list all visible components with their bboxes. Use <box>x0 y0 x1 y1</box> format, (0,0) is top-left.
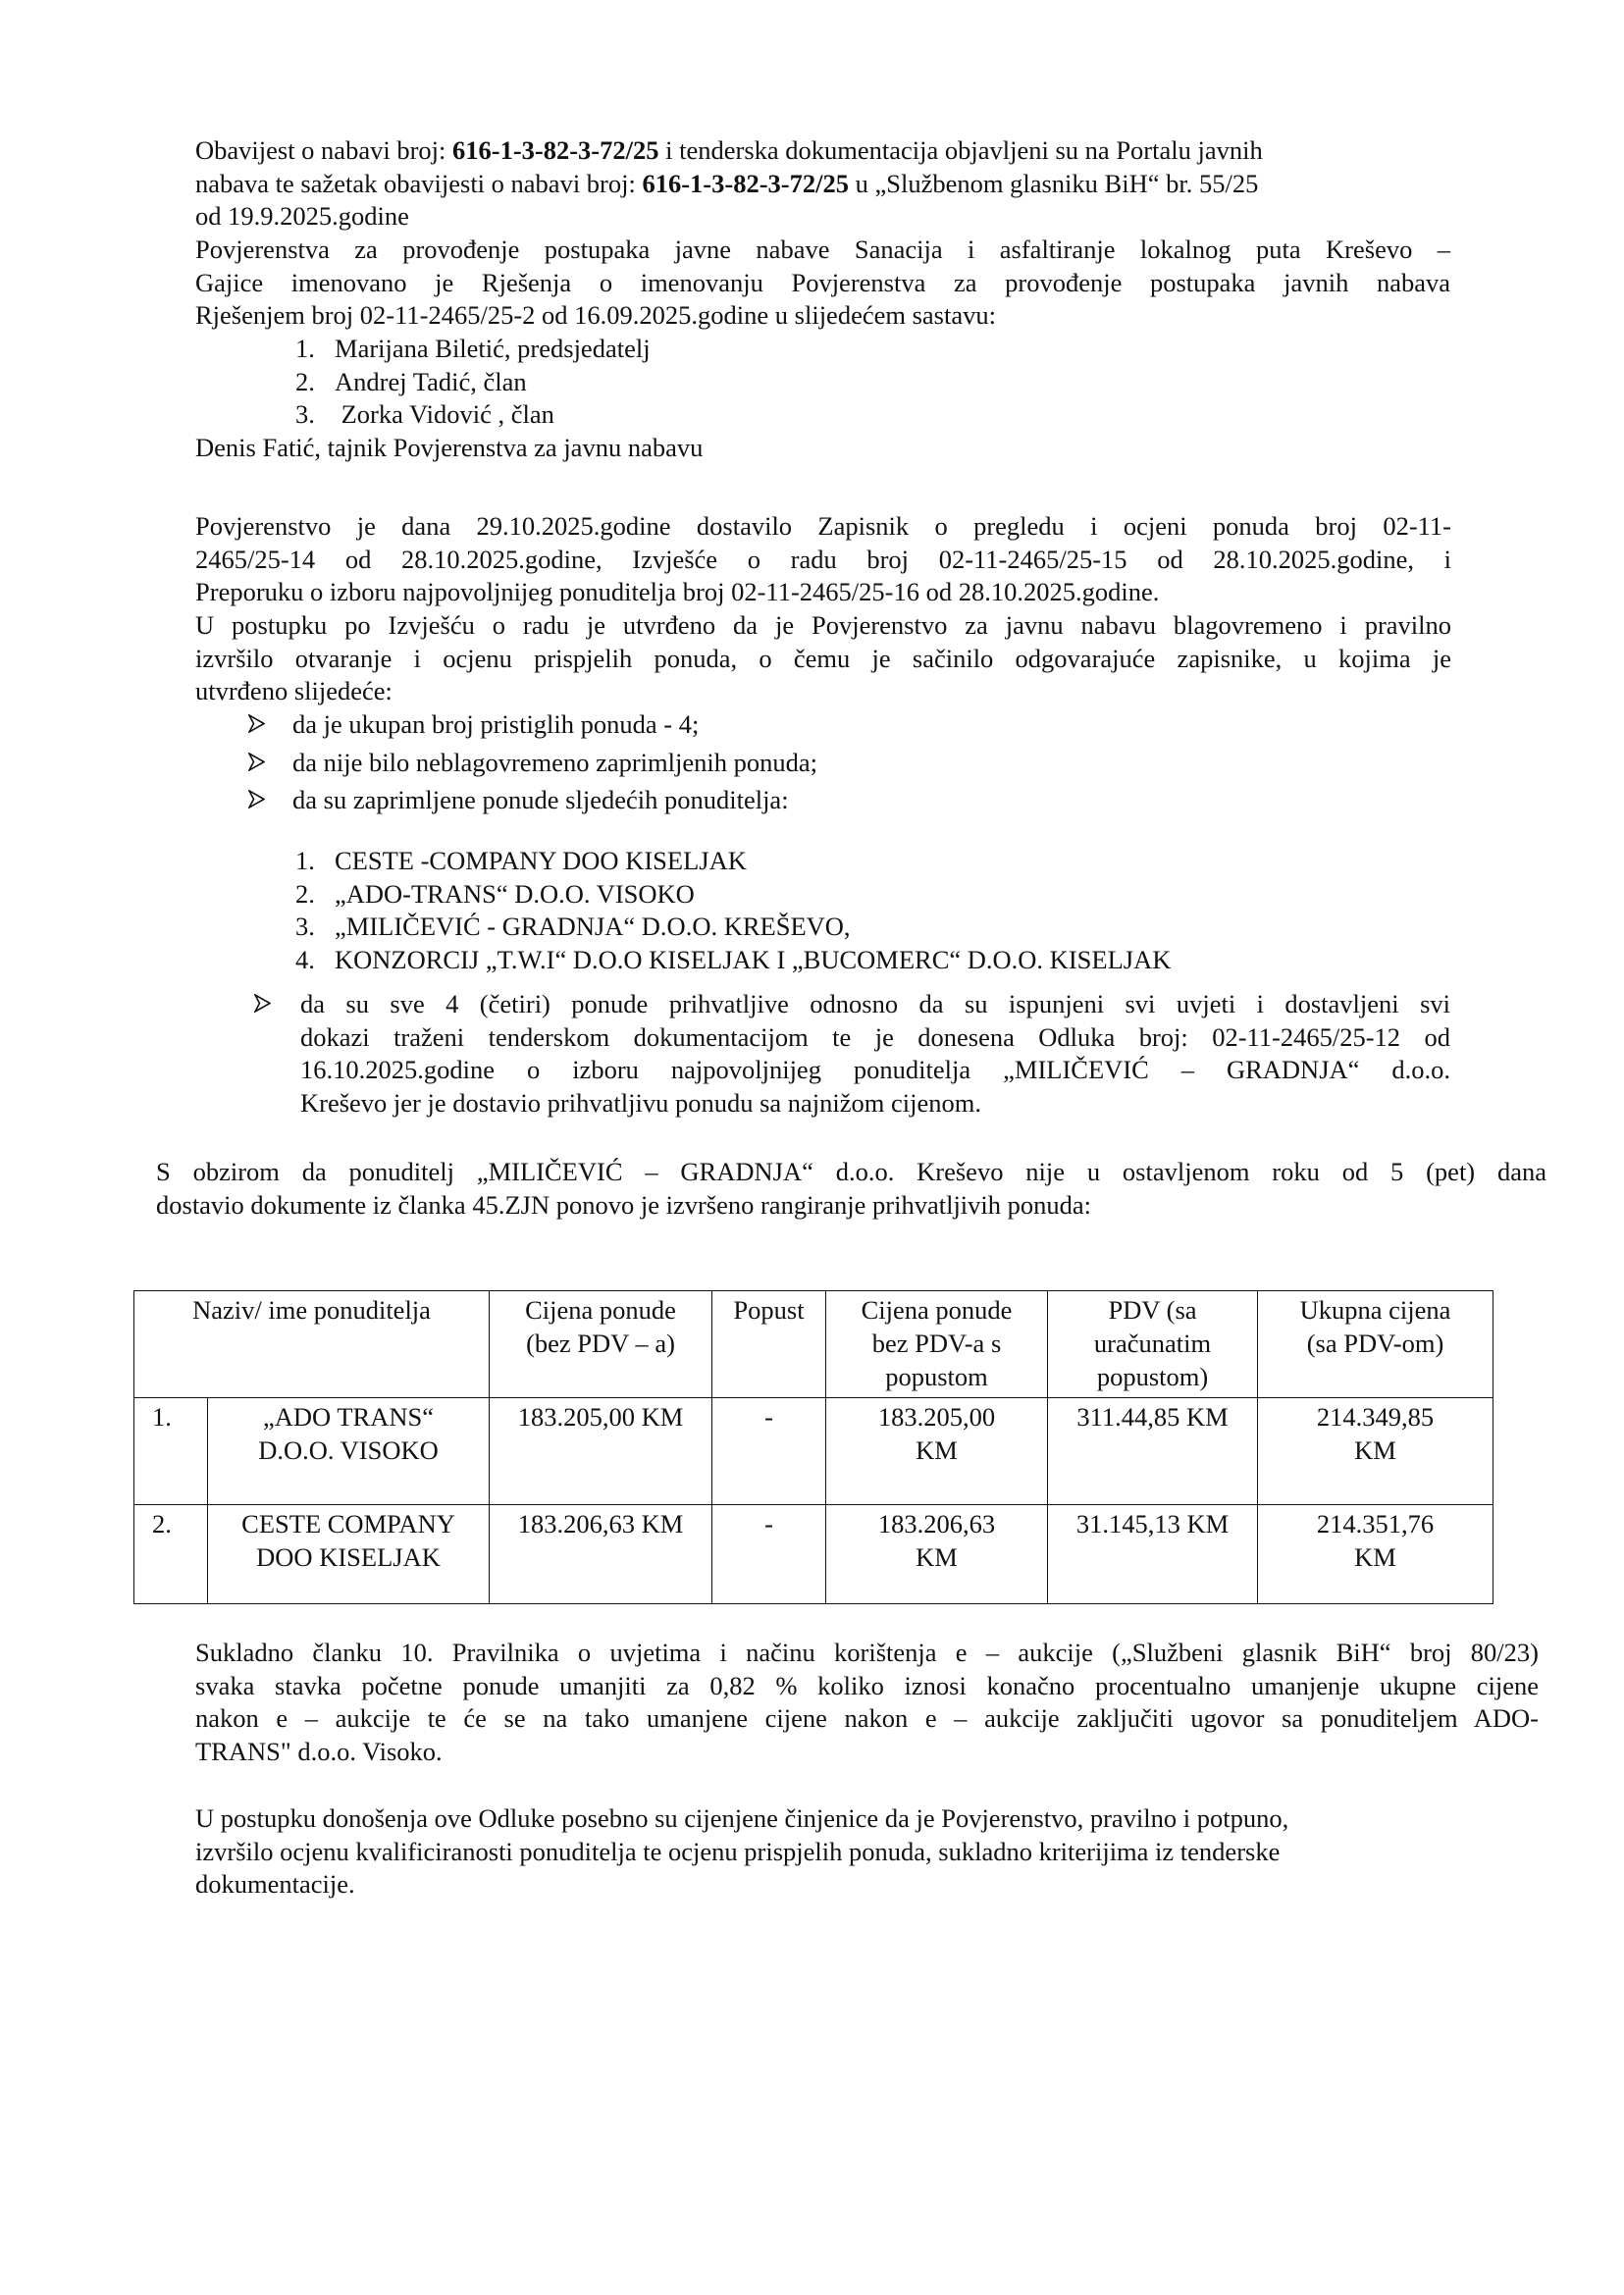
row-number: 2. <box>134 1505 208 1604</box>
arrow-bullet-icon <box>254 994 271 1013</box>
commission-paragraph <box>195 234 1450 333</box>
finding-4-line-2: dokazi traženi tenderskom dokumentacijom te je donesena Odluka broj: 02-11-2465/25-12 od <box>300 1021 1450 1052</box>
header-vat: PDV (sa uračunatim popustom) <box>1048 1291 1258 1398</box>
list-item: 1. Marijana Biletić, predsjedatelj <box>295 334 651 363</box>
list-item: 3. Zorka Vidović , član <box>295 399 554 429</box>
report-line-3: utvrđeno slijedeće: <box>195 676 393 705</box>
arrow-bullet-icon <box>248 753 265 771</box>
list-item: 1. CESTE -COMPANY DOO KISELJAK <box>295 846 747 875</box>
list-item: da je ukupan broj pristiglih ponuda - 4; <box>292 708 817 742</box>
list-item: da nije bilo neblagovremeno zaprimljenih ponuda; <box>292 747 817 780</box>
vat-value: 31.145,13 KM <box>1048 1505 1258 1604</box>
secretary-line: Denis Fatić, tajnik Povjerenstva za javnu nabavu <box>195 433 704 462</box>
notice-number: 616-1-3-82-3-72/25 <box>452 135 659 165</box>
summary-notice-number: 616-1-3-82-3-72/25 <box>642 168 849 198</box>
reranking-paragraph <box>156 1156 1546 1222</box>
notice-line-3: od 19.9.2025.godine <box>195 201 409 231</box>
ranking-table <box>133 1290 1493 1604</box>
reranking-line-1: S obzirom da ponuditelj „MILIČEVIĆ – GRADNJA“ d.o.o. Kreševo nije u ostavljenom roku od 5 (pet) dana <box>156 1157 1546 1186</box>
total-price: 214.351,76 KM <box>1258 1505 1493 1604</box>
notice-line-2: nabava te sažetak obavijesti o nabavi broj: 616-1-3-82-3-72/25 u „Službenom glasniku BiH“ br. 55/25 <box>195 168 1259 198</box>
finding-4-line-4: Kreševo jer je dostavio prihvatljivu ponudu sa najnižom cijenom. <box>300 1087 981 1118</box>
header-discounted-price: Cijena ponude bez PDV-a s popustom <box>826 1291 1048 1398</box>
notice-line-1: Obavijest o nabavi broj: 616-1-3-82-3-72/25 i tenderska dokumentacija objavljeni su na Portalu javnih <box>195 135 1263 165</box>
list-item: 2. Andrej Tadić, član <box>295 366 527 396</box>
notice-paragraph <box>195 134 1451 234</box>
finding-4-line-1: da su sve 4 (četiri) ponude prihvatljive odnosno da su ispunjeni svi uvjeti i dostavljeni svi <box>300 989 1450 1018</box>
bidder-name: CESTE COMPANY DOO KISELJAK <box>208 1505 490 1604</box>
conclusion-line-2: izvršilo ocjenu kvalificiranosti ponuditelja te ocjenu prispjelih ponuda, sukladno kriterijima iz tenderske <box>195 1836 1281 1866</box>
arrow-bullet-icon <box>248 790 265 808</box>
commission-line-1: Povjerenstva za provođenje postupaka javne nabave Sanacija i asfaltiranje lokalnog puta Kreševo – <box>195 235 1450 264</box>
finding-4-line-3: 16.10.2025.godine o izboru najpovoljnijeg ponuditelja „MILIČEVIĆ – GRADNJA“ d.o.o. <box>300 1055 1450 1084</box>
commission-line-3: Rješenjem broj 02-11-2465/25-2 od 16.09.2025.godine u slijedećem sastavu: <box>195 300 996 330</box>
eauction-line-1: Sukladno članku 10. Pravilnika o uvjetima i načinu korištenja e – aukcije („Službeni glasnik BiH“ broj 80/23) <box>195 1638 1539 1667</box>
row-number: 1. <box>134 1398 208 1505</box>
bid-price: 183.205,00 KM <box>490 1398 712 1505</box>
reranking-line-2: dostavio dokumente iz članka 45.ZJN ponovo je izvršeno rangiranje prihvatljivih ponuda: <box>156 1189 1092 1220</box>
table-row <box>134 1505 1493 1604</box>
conclusion-line-3: dokumentacije. <box>195 1869 355 1899</box>
total-price: 214.349,85 KM <box>1258 1398 1493 1505</box>
findings-list <box>292 708 817 817</box>
delivery-line-2: 2465/25-14 od 28.10.2025.godine, Izvješće o radu broj 02-11-2465/25-15 od 28.10.2025.godine, i <box>195 544 1451 574</box>
table-row <box>134 1398 1493 1505</box>
header-discount: Popust <box>712 1291 826 1398</box>
delivery-line-3: Preporuku o izboru najpovoljnijeg ponuditelja broj 02-11-2465/25-16 od 28.10.2025.godine. <box>195 577 1160 606</box>
report-paragraph <box>195 609 1451 708</box>
vat-value: 311.44,85 KM <box>1048 1398 1258 1505</box>
discount-value: - <box>712 1398 826 1505</box>
list-item: 3. „MILIČEVIĆ - GRADNJA“ D.O.O. KREŠEVO, <box>295 912 851 941</box>
list-item: 2. „ADO-TRANS“ D.O.O. VISOKO <box>295 878 695 909</box>
discounted-price: 183.205,00 KM <box>826 1398 1048 1505</box>
table-header-row <box>134 1291 1493 1398</box>
delivery-line-1: Povjerenstvo je dana 29.10.2025.godine dostavilo Zapisnik o pregledu i ocjeni ponuda broj 02-11- <box>195 511 1451 541</box>
finding-4-paragraph <box>300 988 1450 1120</box>
bidders-list <box>295 845 1171 976</box>
delivery-paragraph <box>195 510 1451 609</box>
arrow-bullet-icon <box>248 714 265 733</box>
eauction-paragraph <box>195 1637 1539 1768</box>
commission-line-2: Gajice imenovano je Rješenja o imenovanju Povjerenstva za provođenje postupaka javnih nabava <box>195 267 1450 297</box>
discounted-price: 183.206,63 KM <box>826 1505 1048 1604</box>
discount-value: - <box>712 1505 826 1604</box>
list-item: da su zaprimljene ponude sljedećih ponuditelja: <box>292 784 817 817</box>
report-line-1: U postupku po Izvješću o radu je utvrđeno da je Povjerenstvo za javnu nabavu blagovremeno i pravilno <box>195 610 1451 640</box>
conclusion-line-1: U postupku donošenja ove Odluke posebno su cijenjene činjenice da je Povjerenstvo, pravilno i potpuno, <box>195 1803 1289 1833</box>
bidder-name: „ADO TRANS“ D.O.O. VISOKO <box>208 1398 490 1505</box>
header-price: Cijena ponude (bez PDV – a) <box>490 1291 712 1398</box>
header-bidder-name: Naziv/ ime ponuditelja <box>134 1291 490 1398</box>
header-total: Ukupna cijena (sa PDV-om) <box>1258 1291 1493 1398</box>
conclusion-paragraph <box>195 1802 1525 1902</box>
report-line-2: izvršilo otvaranje i ocjenu prispjelih ponuda, o čemu je sačinilo odgovarajuće zapisnike, u kojima je <box>195 643 1451 673</box>
bid-price: 183.206,63 KM <box>490 1505 712 1604</box>
eauction-line-4: TRANS" d.o.o. Visoko. <box>195 1736 443 1766</box>
commission-members-list <box>295 333 651 432</box>
eauction-line-2: svaka stavka početne ponude umanjiti za 0,82 % koliko iznosi konačno procentualno umanjenje ukupne cijene <box>195 1670 1539 1700</box>
list-item: 4. KONZORCIJ „T.W.I“ D.O.O KISELJAK I „BUCOMERC“ D.O.O. KISELJAK <box>295 944 1172 974</box>
eauction-line-3: nakon e – aukcije te će se na tako umanjene cijene nakon e – aukcije zaključiti ugovor sa ponuditeljem ADO- <box>195 1703 1539 1733</box>
